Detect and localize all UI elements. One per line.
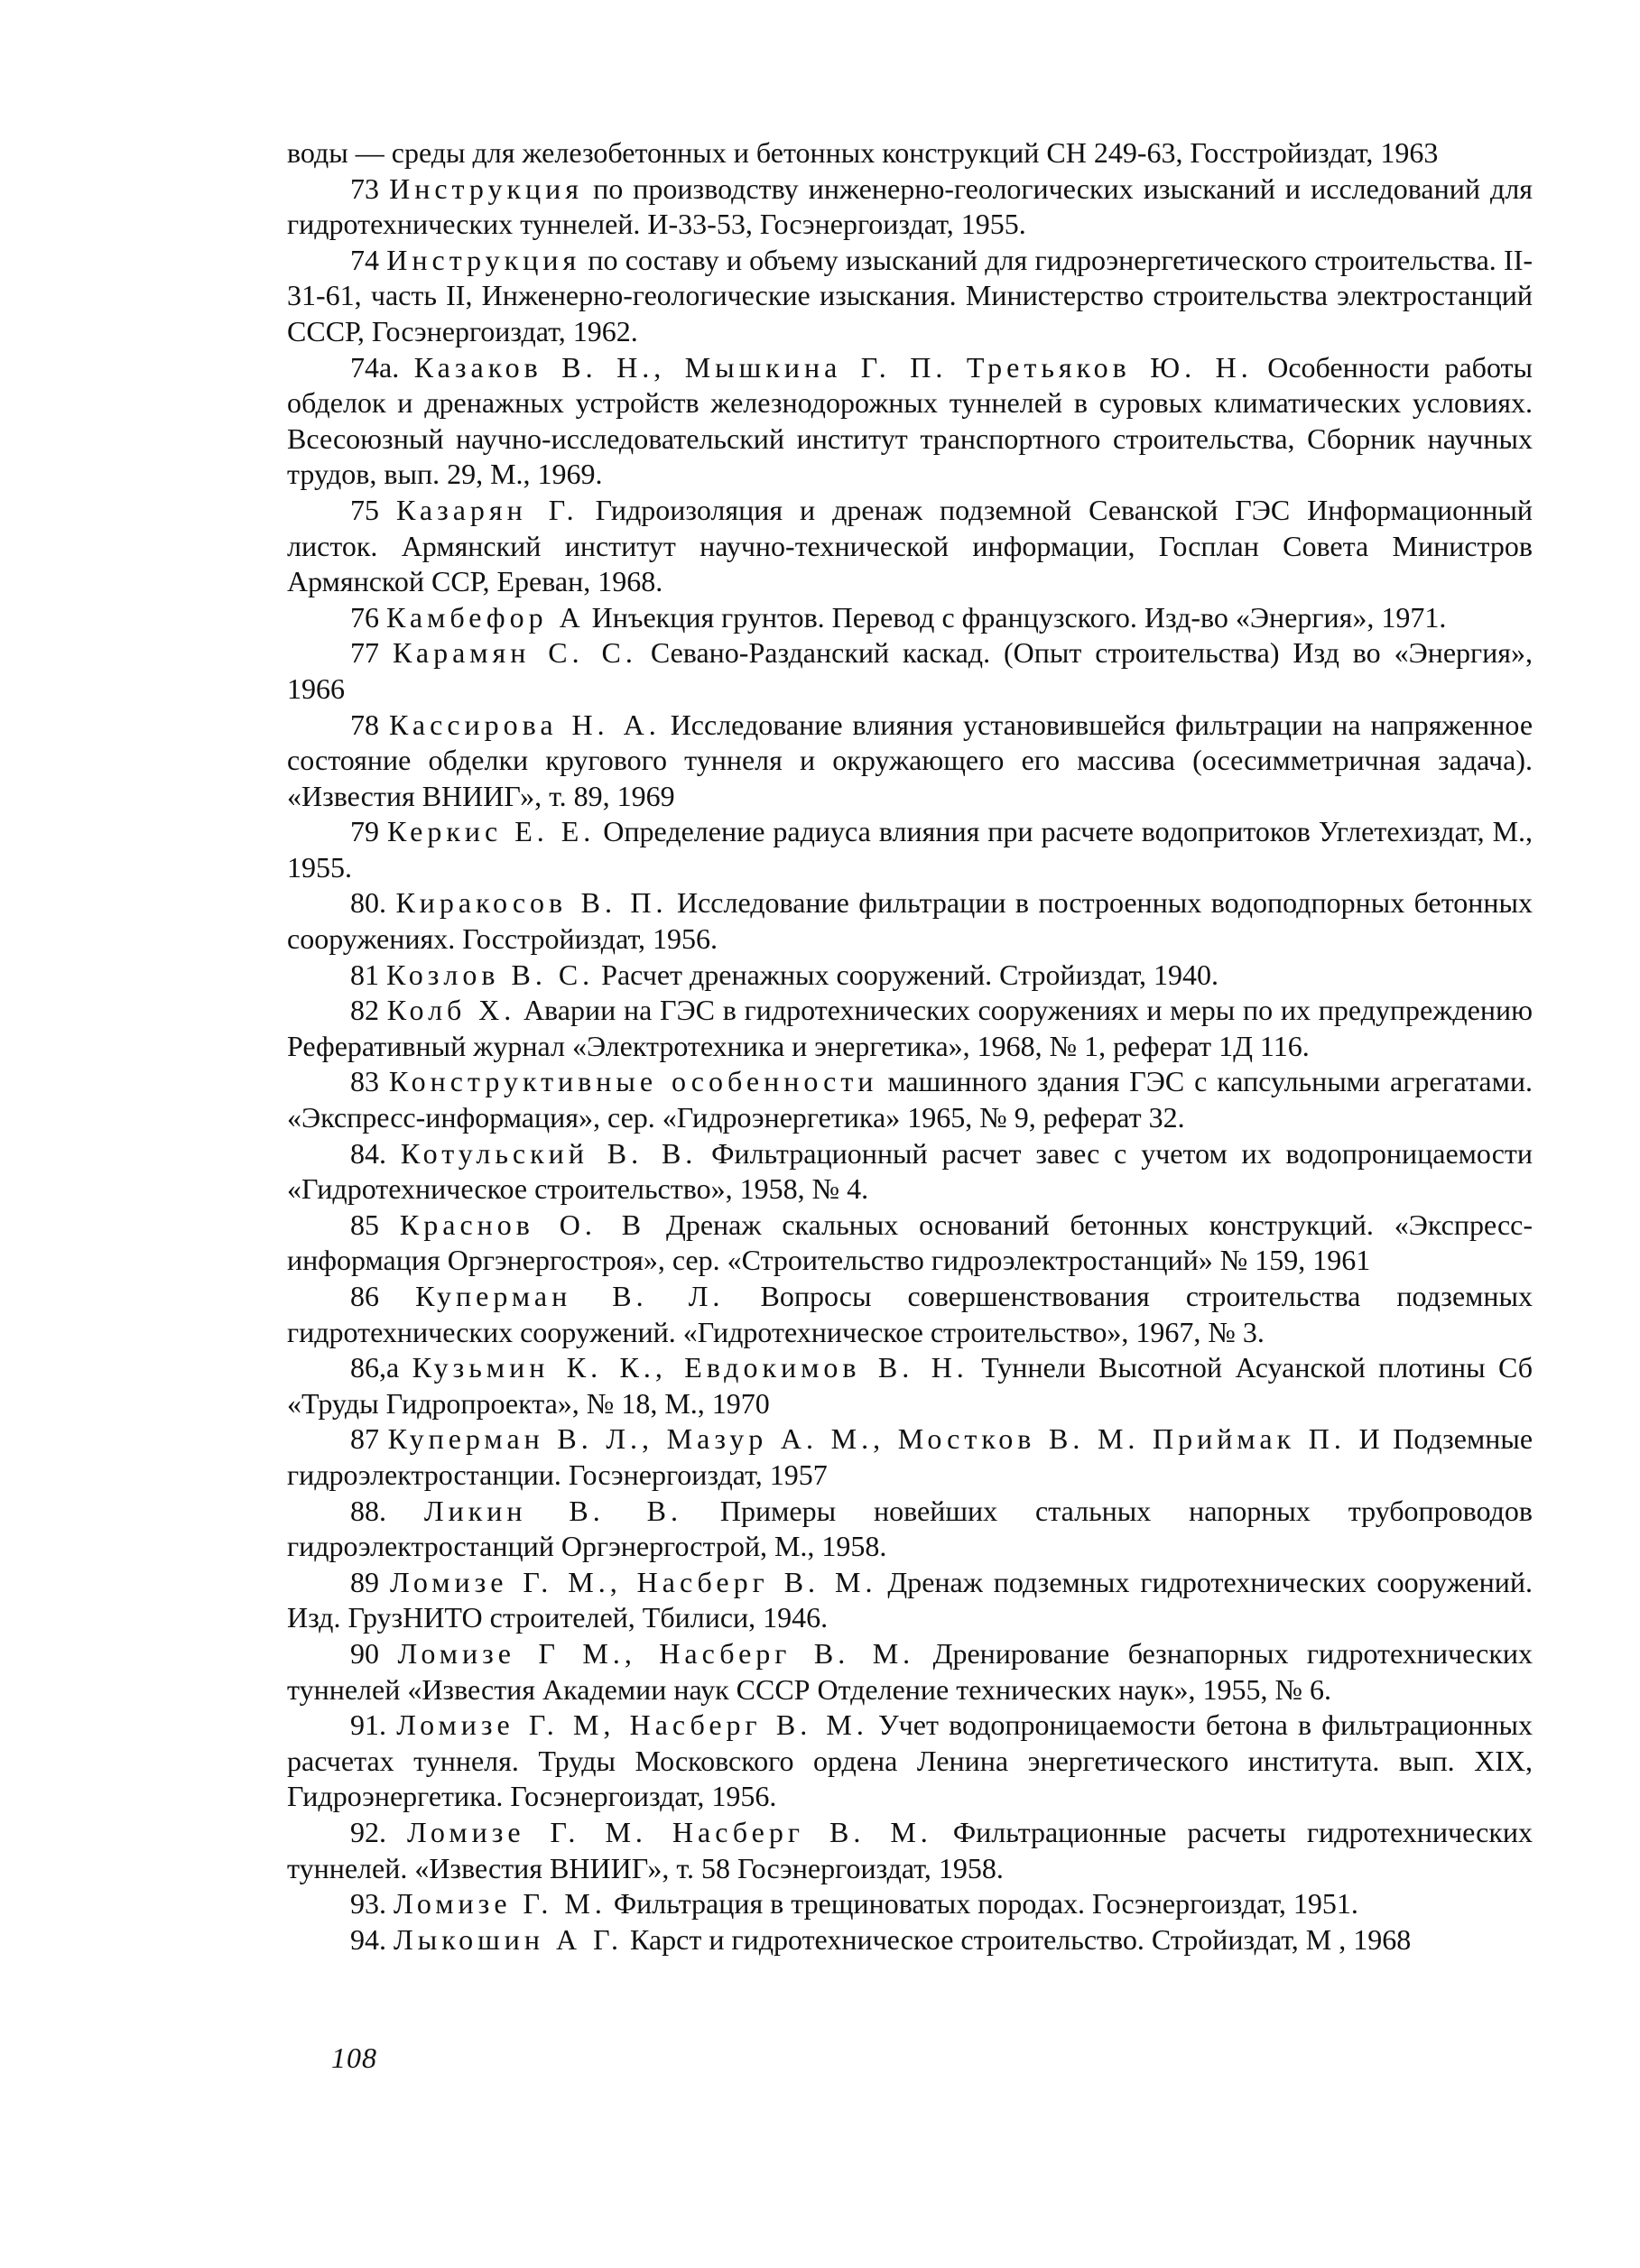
entry-text: Особенности работы обделок и дренажных устройств железнодорожных туннелей в суровых климатических условиях. Всесоюзный научно-исследовательский институт транспортного строительства, Сборник научных трудов, вып. 29, М., 1969.	[287, 350, 1533, 491]
bibliography-entry-85	[287, 1208, 1533, 1279]
entry-text: по составу и объему изысканий для гидроэнергетического строительства. II-31-61, часть II, Инженерно-геологические изыскания. Министерство строительства электростанций СССР, Госэнергоиздат, 1962.	[287, 243, 1533, 347]
entry-author: Инструкция	[386, 243, 581, 276]
bibliography-entry-76	[287, 600, 1533, 636]
entry-author: Ломизе Г. М. Насберг В. М.	[407, 1815, 932, 1848]
entry-author: Котульский В. В.	[400, 1136, 698, 1170]
entry-number: 78	[350, 708, 379, 741]
entry-number: 79	[350, 815, 379, 848]
entry-author: Ломизе Г М., Насберг В. М.	[397, 1636, 915, 1670]
entry-number: 77	[350, 636, 379, 670]
entry-number: 93.	[350, 1887, 386, 1921]
entry-author: Камбефор А	[386, 600, 585, 634]
entry-text: Дренирование безнапорных гидротехнических туннелей «Известия Академии наук СССР Отделение технических наук», 1955, № 6.	[287, 1636, 1533, 1706]
bibliography-page	[287, 135, 1533, 2139]
entry-number: 80.	[350, 886, 386, 920]
bibliography-entry-94	[287, 1922, 1533, 1958]
entry-author: Инструкция	[389, 171, 583, 205]
entry-author: Карамян С. С.	[392, 636, 637, 670]
entry-text: Расчет дренажных сооружений. Стройиздат, 1940.	[601, 958, 1219, 991]
entry-number: 88.	[350, 1494, 386, 1527]
entry-author: Ломизе Г. М., Насберг В. М.	[389, 1565, 877, 1598]
bibliography-entry-73	[287, 171, 1533, 243]
entry-text: воды — среды для железобетонных и бетонных конструкций СН 249-63, Госстройиздат, 1963	[287, 136, 1439, 169]
entry-text: Исследование влияния установившейся фильтрации на напряженное состояние обделки кругового туннеля и окружающего его массива (осесимметричная задача). «Известия ВНИИГ», т. 89, 1969	[287, 708, 1533, 812]
entry-author: Козлов В. С.	[386, 958, 595, 991]
bibliography-entry-78	[287, 708, 1533, 815]
entry-text: Инъекция грунтов. Перевод с французского. Изд-во «Энергия», 1971.	[591, 600, 1447, 634]
entry-text: Исследование фильтрации в построенных водоподпорных бетонных сооружениях. Госстройиздат, 1956.	[287, 886, 1533, 956]
entry-number: 75	[350, 493, 379, 526]
entry-number: 89	[350, 1565, 379, 1598]
entry-author: Куперман В. Л., Мазур А. М., Мостков В. М. Приймак П. И	[387, 1422, 1385, 1456]
bibliography-entry-75	[287, 493, 1533, 600]
bibliography-entry-88	[287, 1494, 1533, 1565]
entry-text: Севано-Разданский каскад. (Опыт строительства) Изд во «Энергия», 1966	[287, 636, 1533, 705]
bibliography-entry-86	[287, 1279, 1533, 1350]
entry-text: Карст и гидротехническое строительство. Стройиздат, М , 1968	[630, 1922, 1412, 1956]
entry-text: Фильтрационные расчеты гидротехнических туннелей. «Известия ВНИИГ», т. 58 Госэнергоиздат, 1958.	[287, 1815, 1533, 1884]
entry-author: Киракосов В. П.	[395, 886, 668, 920]
entry-author: Краснов О. В	[399, 1208, 646, 1241]
entry-author: Ломизе Г. М.	[394, 1887, 607, 1921]
bibliography-entry-continuation	[287, 135, 1533, 171]
entry-number: 91.	[350, 1708, 386, 1742]
entry-number: 84.	[350, 1136, 386, 1170]
entry-text: Дренаж подземных гидротехнических сооружений. Изд. ГрузНИТО строителей, Тбилиси, 1946.	[287, 1565, 1533, 1634]
entry-text: Аварии на ГЭС в гидротехнических сооружениях и меры по их предупреждению Реферативный журнал «Электротехника и энергетика», 1968, № 1, реферат 1Д 116.	[287, 994, 1533, 1062]
bibliography-entry-74	[287, 243, 1533, 350]
entry-text: Гидроизоляция и дренаж подземной Севанской ГЭС Информационный листок. Армянский институт научно-технической информации, Госплан Совета Министров Армянской ССР, Ереван, 1968.	[287, 493, 1533, 598]
entry-author: Куперман В. Л.	[415, 1280, 725, 1312]
entry-number: 81	[350, 958, 379, 991]
entry-number: 74а.	[350, 350, 400, 384]
bibliography-entry-82	[287, 993, 1533, 1064]
entry-author: Керкис Е. Е.	[387, 815, 596, 848]
entry-number: 92.	[350, 1815, 386, 1848]
bibliography-entry-92	[287, 1815, 1533, 1886]
bibliography-entry-81	[287, 958, 1533, 994]
entry-author: Колб Х.	[386, 994, 516, 1027]
entry-author: Кузьмин К. К., Евдокимов В. Н.	[412, 1351, 968, 1384]
bibliography-entry-90	[287, 1636, 1533, 1708]
entry-text: Определение радиуса влияния при расчете водопритоков Углетехиздат, М., 1955.	[287, 815, 1533, 884]
bibliography-entry-79	[287, 814, 1533, 885]
bibliography-entry-93	[287, 1886, 1533, 1922]
entry-text: Примеры новейших стальных напорных трубопроводов гидроэлектростанций Оргэнергострой, М., 1958.	[287, 1494, 1533, 1563]
entry-number: 86	[350, 1280, 379, 1312]
entry-number: 87	[350, 1422, 379, 1456]
entry-number: 83	[350, 1065, 379, 1098]
entry-number: 82	[350, 994, 379, 1027]
bibliography-entry-83	[287, 1064, 1533, 1135]
entry-text: Подземные гидроэлектростанции. Госэнергоиздат, 1957	[287, 1422, 1533, 1491]
entry-text: Вопросы совершенствования строительства подземных гидротехнических сооружений. «Гидротехническое строительство», 1967, № 3.	[287, 1280, 1533, 1348]
entry-number: 94.	[350, 1922, 386, 1956]
entry-number: 76	[350, 600, 379, 634]
entry-number: 85	[350, 1208, 379, 1241]
entry-text: Учет водопроницаемости бетона в фильтрационных расчетах туннеля. Труды Московского ордена Ленина энергетического института. вып. XIX, Гидроэнергетика. Госэнергоиздат, 1956.	[287, 1708, 1533, 1813]
entry-text: по производству инженерно-геологических изысканий и исследований для гидротехнических туннелей. И-33-53, Госэнергоиздат, 1955.	[287, 171, 1533, 241]
entry-text: Дренаж скальных оснований бетонных конструкций. «Экспресс-информация Оргэнергостроя», сер. «Строительство гидроэлектростанций» № 159, 1961	[287, 1208, 1533, 1277]
entry-text: Фильтрационный расчет завес с учетом их водопроницаемости «Гидротехническое строительство», 1958, № 4.	[287, 1136, 1533, 1206]
bibliography-entry-91	[287, 1708, 1533, 1815]
entry-author: Казарян Г.	[395, 493, 579, 526]
bibliography-entry-74a	[287, 350, 1533, 493]
entry-text: Фильтрация в трещиноватых породах. Госэнергоиздат, 1951.	[613, 1887, 1358, 1921]
entry-author: Ломизе Г. М, Насберг В. М.	[396, 1708, 868, 1742]
entry-number: 73	[350, 171, 379, 205]
bibliography-entry-87	[287, 1421, 1533, 1493]
entry-number: 74	[350, 243, 379, 276]
bibliography-entry-89	[287, 1565, 1533, 1636]
entry-text: Туннели Высотной Асуанской плотины Сб «Труды Гидропроекта», № 18, М., 1970	[287, 1351, 1533, 1420]
entry-author: Казаков В. Н., Мышкина Г. П. Третьяков Ю. Н.	[413, 350, 1253, 384]
entry-author: Лыкошин А Г.	[394, 1922, 624, 1956]
entry-text: машинного здания ГЭС с капсульными агрегатами. «Экспресс-информация», сер. «Гидроэнергетика» 1965, № 9, реферат 32.	[287, 1065, 1533, 1134]
bibliography-entry-77	[287, 635, 1533, 707]
entry-number: 90	[350, 1636, 379, 1670]
entry-author: Кассирова Н. А.	[388, 708, 661, 741]
entry-author: Ликин В. В.	[423, 1494, 683, 1527]
bibliography-entry-86a	[287, 1350, 1533, 1421]
entry-number: 86,а	[350, 1351, 400, 1384]
bibliography-entry-84	[287, 1136, 1533, 1208]
page-number: 108	[331, 2041, 377, 2074]
entry-author: Конструктивные особенности	[388, 1065, 878, 1098]
bibliography-entry-80	[287, 885, 1533, 957]
